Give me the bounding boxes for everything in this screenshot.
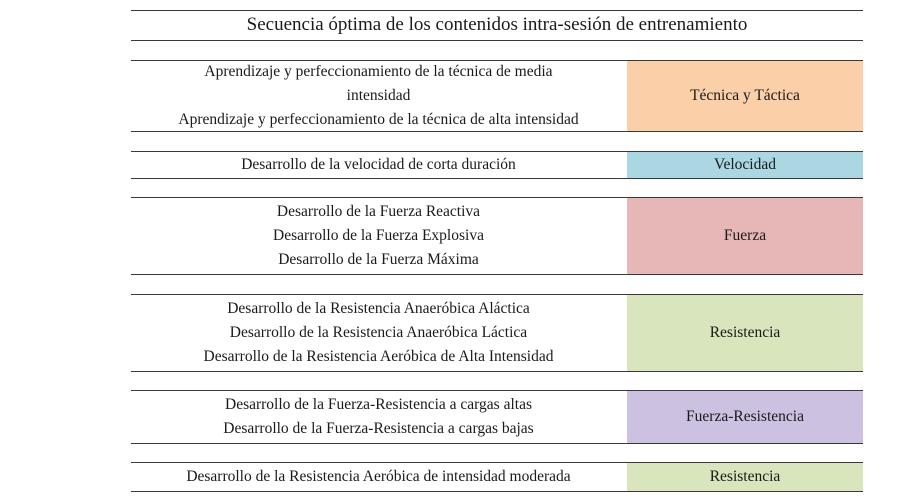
content-cell-tecnica — [131, 61, 626, 131]
table-rule — [131, 371, 863, 372]
content-cell-fuerza-resistencia — [131, 391, 626, 443]
content-item: Desarrollo de la Fuerza-Resistencia a cargas altas — [225, 396, 532, 413]
content-item: Desarrollo de la Resistencia Aeróbica de intensidad moderada — [186, 468, 571, 485]
content-item: Desarrollo de la Fuerza Máxima — [278, 251, 479, 268]
content-item: Desarrollo de la Resistencia Anaeróbica Láctica — [229, 324, 528, 341]
category-cell-fuerza-resistencia: Fuerza-Resistencia — [627, 391, 863, 443]
content-cell-fuerza — [131, 198, 626, 274]
content-item: Desarrollo de la Resistencia Aeróbica de Alta Intensidad — [203, 348, 554, 365]
content-item: Desarrollo de la velocidad de corta duración — [241, 156, 516, 173]
content-cell-velocidad — [131, 152, 626, 178]
content-item: Desarrollo de la Fuerza Explosiva — [273, 227, 484, 244]
category-cell-resistencia-moderada: Resistencia — [627, 463, 863, 491]
table-rule — [131, 443, 863, 444]
category-cell-tecnica: Técnica y Táctica — [627, 61, 863, 131]
content-item: Desarrollo de la Fuerza-Resistencia a cargas bajas — [223, 420, 534, 437]
category-cell-velocidad: Velocidad — [627, 152, 863, 178]
table-rule — [131, 178, 863, 179]
category-cell-fuerza: Fuerza — [627, 198, 863, 274]
content-item: Desarrollo de la Resistencia Anaeróbica Aláctica — [227, 300, 530, 317]
table-rule — [131, 491, 863, 492]
category-cell-resistencia: Resistencia — [627, 295, 863, 371]
content-cell-resistencia-moderada — [131, 463, 626, 491]
content-item: Aprendizaje y perfeccionamiento de la técnica de media — [204, 63, 553, 80]
content-cell-resistencia — [131, 295, 626, 371]
table-title: Secuencia óptima de los contenidos intra-sesión de entrenamiento — [246, 14, 748, 35]
table-rule — [131, 10, 863, 11]
content-item: Desarrollo de la Fuerza Reactiva — [276, 203, 481, 220]
table-rule — [131, 274, 863, 275]
content-item: intensidad — [346, 87, 411, 104]
content-item: Aprendizaje y perfeccionamiento de la técnica de alta intensidad — [178, 111, 579, 128]
table-rule — [131, 40, 863, 41]
